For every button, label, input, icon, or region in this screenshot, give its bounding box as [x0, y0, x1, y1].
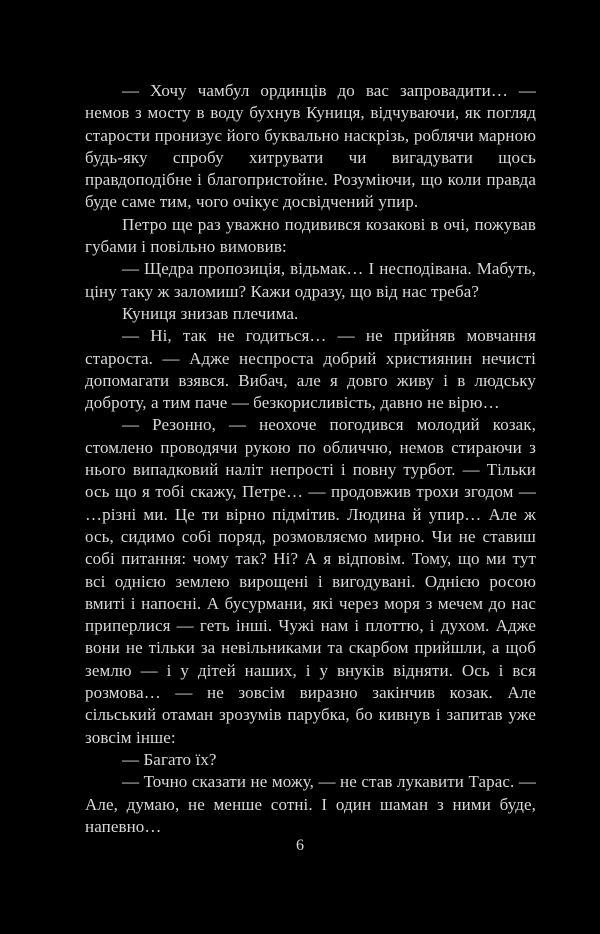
- text-paragraph: Куниця знизав плечима.: [122, 303, 299, 323]
- text-paragraph: — Щедра пропозиція, відьмак… І несподівана. Мабуть, ціну таку ж заломиш? Кажи одразу, що від нас треба?: [85, 259, 536, 301]
- page-number: 6: [296, 837, 304, 854]
- text-paragraph: — Точно сказати не можу, — не став лукавити Тарас. — Але, думаю, не менше сотні. І один шаман з ними буде, напевно…: [85, 772, 536, 836]
- text-paragraph: — Ні, так не годиться… — не прийняв мовчання староста. — Адже неспроста добрий християнин нечисті допомагати взявся. Вибач, але я довго живу і в людську доброту, а тим паче — безкорисливість, давно не вірю…: [85, 326, 536, 413]
- text-paragraph: Петро ще раз уважно подивився козакові в очі, пожував губами і повільно вимовив:: [85, 214, 536, 257]
- text-paragraph: — Резонно, — неохоче погодився молодий козак, стомлено проводячи рукою по обличчю, немов стираючи з нього випадковий наліт непрості і повну турбот. — Тільки ось що я тобі скажу, Петре… — продовжив трохи згодом — …різні ми. Це ти вірно підмітив. Людина й упир… Але ж ось, сидимо собі поряд, розмовляємо мирно. Чи не ставиш собі питання: чому так? Ні? А я відповім. Тому, що ми тут всі однією землею вирощені і вигодувані. Однією росою вмиті і напоєні. А бусурмани, які через моря з мечем до нас приперлися — геть інші. Чужі нам і плоттю, і духом. Адже вони не тільки за невільниками та скарбом прийшли, а щоб землю — і у дітей наших, і у внуків відняти. Ось і вся розмова… — не зовсім виразно закінчив козак. Але сільський отаман зрозумів парубка, бо кивнув і запитав уже зовсім інше:: [85, 415, 536, 747]
- book-text: [85, 80, 536, 838]
- text-paragraph: — Багато їх?: [122, 749, 217, 769]
- text-paragraph: — Хочу чамбул ординців до вас запровадити… — немов з мосту в воду бухнув Куниця, відчуваючи, як погляд старости пронизує його буквально наскрізь, роблячи марною будь-яку спробу хитрувати чи вигадувати щось правдоподібне і благопристойне. Розуміючи, що коли правда буде саме тим, чого очікує досвідчений упир.: [85, 81, 536, 212]
